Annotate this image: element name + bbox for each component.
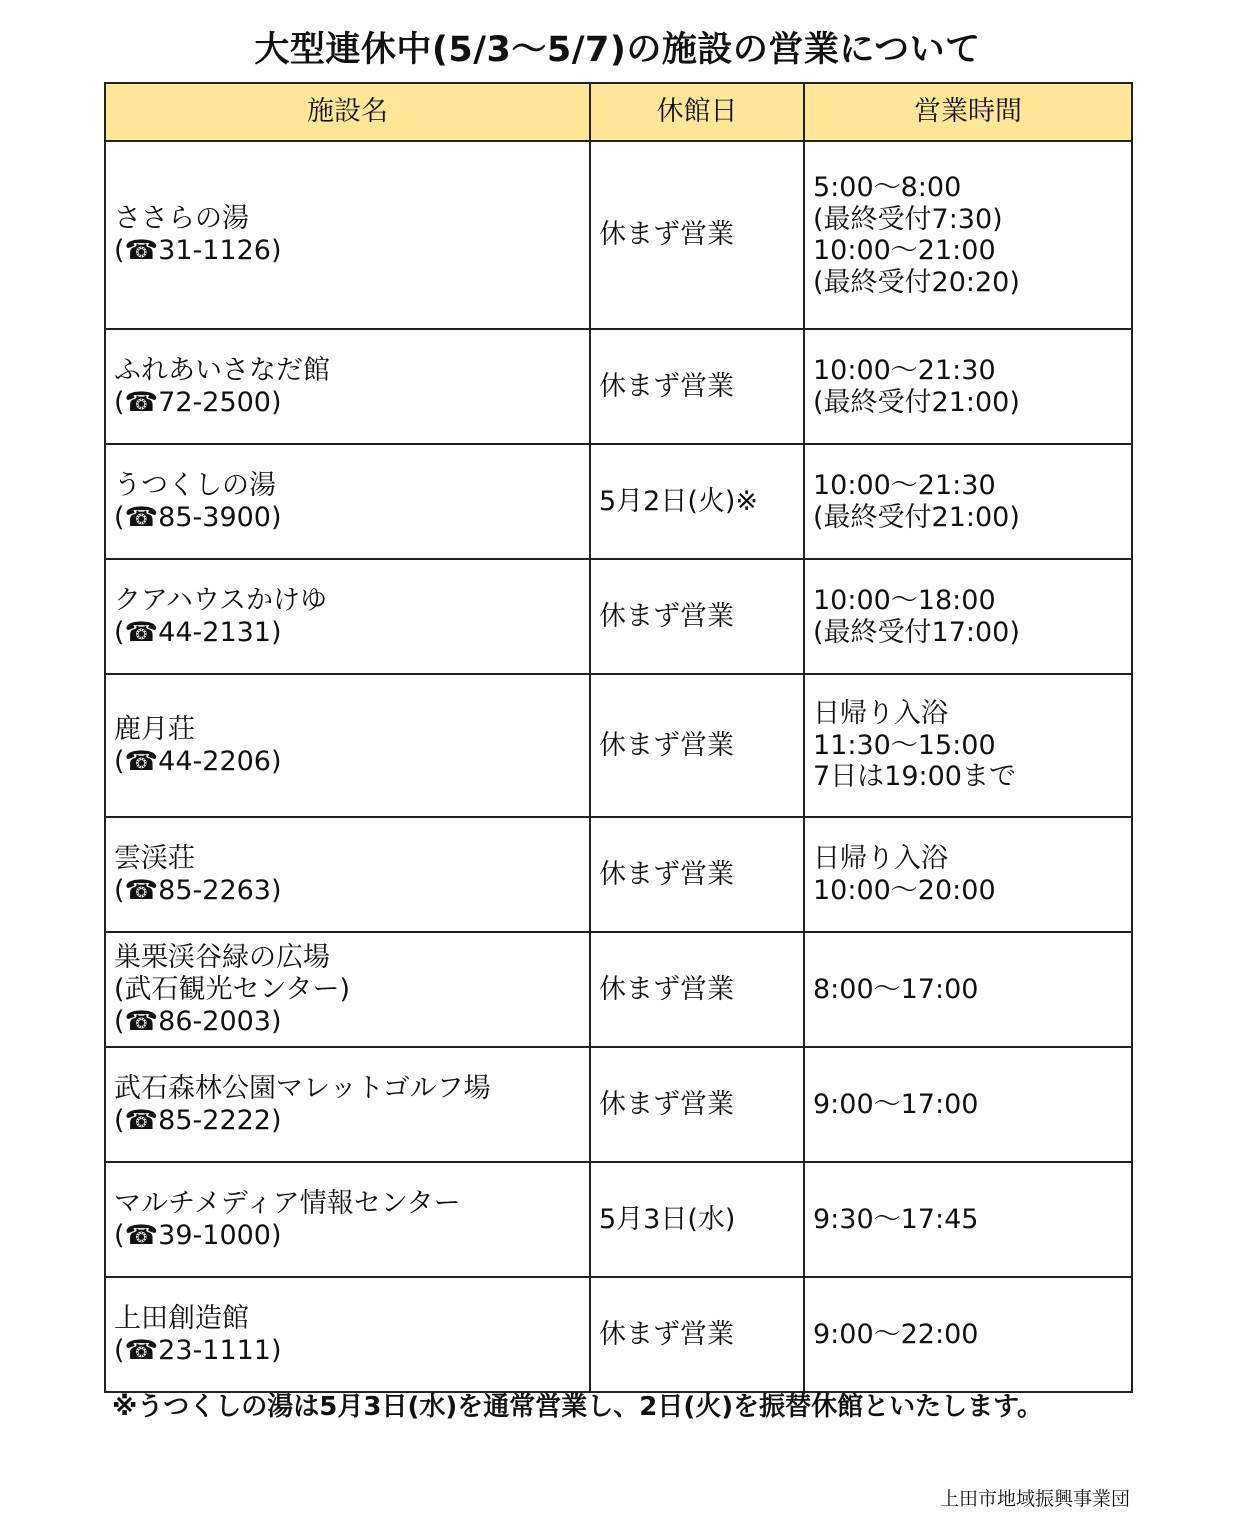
business-hours-line: 5:00～8:00 — [813, 172, 962, 203]
business-hours-line: 日帰り入浴 — [813, 843, 948, 874]
closed-day-cell: 5月2日(火)※ — [590, 444, 804, 559]
facility-phone: (☎86-2003) — [114, 1005, 282, 1037]
business-hours-cell — [804, 329, 1132, 444]
facility-name: 武石森林公園マレットゴルフ場 — [114, 1072, 491, 1104]
closed-day-cell: 休まず営業 — [590, 1047, 804, 1162]
facility-name-cell — [105, 444, 590, 559]
facility-name: うつくしの湯 — [114, 469, 276, 501]
closed-day-cell: 休まず営業 — [590, 932, 804, 1047]
facility-phone: (☎85-3900) — [114, 501, 282, 533]
table-row — [105, 932, 1132, 1047]
table-row — [105, 1047, 1132, 1162]
closed-day-cell: 休まず営業 — [590, 1277, 804, 1392]
closed-day-cell: 5月3日(水) — [590, 1162, 804, 1277]
facility-name-cell — [105, 1162, 590, 1277]
business-hours-cell — [804, 444, 1132, 559]
business-hours-line: 7日は19:00まで — [813, 761, 1016, 793]
facility-phone: (☎23-1111) — [114, 1334, 282, 1366]
facility-name: (武石観光センター) — [114, 973, 350, 1005]
table-row — [105, 674, 1132, 817]
header-closed-day: 休館日 — [590, 83, 804, 141]
table-row — [105, 141, 1132, 329]
facility-name-cell — [105, 141, 590, 329]
facility-name: ふれあいさなだ館 — [114, 354, 330, 386]
facility-schedule-table — [104, 82, 1133, 1393]
facility-name: 雲渓荘 — [114, 842, 195, 874]
business-hours-line: 8:00～17:00 — [813, 973, 979, 1005]
closed-day-cell: 休まず営業 — [590, 141, 804, 329]
table-row — [105, 817, 1132, 932]
table-row — [105, 329, 1132, 444]
organization-name: 上田市地域振興事業団 — [939, 1488, 1130, 1510]
business-hours-cell — [804, 817, 1132, 932]
facility-phone: (☎44-2131) — [114, 616, 282, 648]
facility-phone: (☎85-2222) — [114, 1104, 282, 1136]
business-hours-line: 10:00～21:30 — [813, 470, 996, 501]
business-hours-line: (最終受付7:30) — [813, 203, 1003, 235]
business-hours-line: 10:00～21:30 — [813, 355, 996, 386]
closed-day-cell: 休まず営業 — [590, 674, 804, 817]
table-row — [105, 559, 1132, 674]
business-hours-line: 9:00～22:00 — [813, 1318, 979, 1350]
facility-name: ささらの湯 — [114, 203, 249, 234]
business-hours-cell — [804, 1162, 1132, 1277]
table-header-row — [105, 83, 1132, 141]
table-row — [105, 444, 1132, 559]
table-row — [105, 1162, 1132, 1277]
closed-day-cell: 休まず営業 — [590, 817, 804, 932]
business-hours-line: 11:30～15:00 — [813, 729, 996, 761]
facility-phone: (☎85-2263) — [114, 874, 282, 906]
facility-name-cell — [105, 559, 590, 674]
business-hours-cell — [804, 559, 1132, 674]
business-hours-line: 日帰り入浴 — [813, 698, 948, 730]
facility-name: 上田創造館 — [114, 1302, 249, 1334]
business-hours-line: 9:30～17:45 — [813, 1203, 979, 1235]
facility-name-cell — [105, 932, 590, 1047]
business-hours-line: (最終受付20:20) — [813, 266, 1020, 298]
business-hours-cell — [804, 674, 1132, 817]
footnote: ※うつくしの湯は5月3日(水)を通常営業し、2日(火)を振替休館といたします。 — [112, 1392, 1044, 1422]
facility-name-cell — [105, 1047, 590, 1162]
business-hours-line: 10:00～21:00 — [813, 235, 996, 266]
facility-phone: (☎72-2500) — [114, 386, 282, 418]
facility-name: 鹿月荘 — [114, 713, 195, 745]
business-hours-cell — [804, 1277, 1132, 1392]
facility-name-cell — [105, 329, 590, 444]
facility-phone: (☎39-1000) — [114, 1219, 282, 1251]
facility-name: マルチメディア情報センター — [114, 1187, 461, 1219]
facility-name: 巣栗渓谷緑の広場 — [114, 941, 330, 973]
facility-phone: (☎31-1126) — [114, 235, 282, 266]
facility-name-cell — [105, 1277, 590, 1392]
business-hours-line: (最終受付21:00) — [813, 386, 1020, 418]
business-hours-line: (最終受付17:00) — [813, 616, 1020, 648]
business-hours-cell — [804, 1047, 1132, 1162]
business-hours-cell — [804, 141, 1132, 329]
facility-name-cell — [105, 817, 590, 932]
business-hours-line: 9:00～17:00 — [813, 1088, 979, 1120]
facility-name: クアハウスかけゆ — [114, 584, 328, 616]
header-facility-name: 施設名 — [105, 83, 590, 141]
header-business-hours: 営業時間 — [804, 83, 1132, 141]
business-hours-line: 10:00～20:00 — [813, 874, 996, 906]
table-row — [105, 1277, 1132, 1392]
business-hours-cell — [804, 932, 1132, 1047]
facility-phone: (☎44-2206) — [114, 745, 282, 777]
business-hours-line: (最終受付21:00) — [813, 501, 1020, 533]
page-title: 大型連休中(5/3～5/7)の施設の営業について — [254, 30, 981, 70]
facility-name-cell — [105, 674, 590, 817]
closed-day-cell: 休まず営業 — [590, 329, 804, 444]
closed-day-cell: 休まず営業 — [590, 559, 804, 674]
business-hours-line: 10:00～18:00 — [813, 585, 996, 616]
